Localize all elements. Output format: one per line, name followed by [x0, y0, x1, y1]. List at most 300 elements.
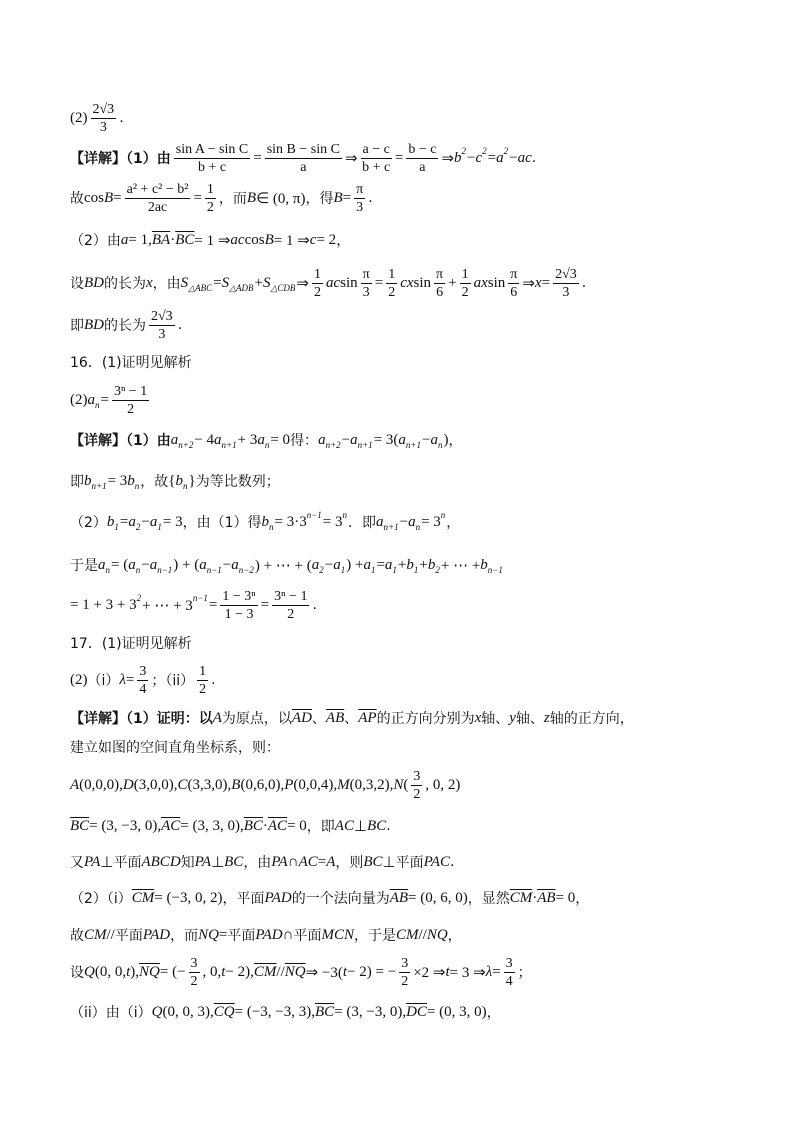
- fraction: [361, 266, 372, 301]
- math-run: t: [221, 963, 226, 980]
- math-run: a: [496, 149, 504, 166]
- math-run: ⊥: [211, 854, 225, 871]
- math-run: n: [269, 522, 274, 532]
- text-line: [70, 461, 280, 501]
- vector-label: $\overline{BA}$: [151, 231, 171, 248]
- math-run: 1: [413, 565, 419, 575]
- math-run: PAD: [142, 926, 171, 943]
- math-run: =: [100, 391, 109, 408]
- text-run: 建立如图的空间直角坐标系，则：: [70, 740, 280, 756]
- math-run: M: [337, 776, 350, 793]
- math-run: B: [231, 776, 241, 793]
- math-run: b: [84, 472, 92, 489]
- math-run: A: [326, 853, 336, 870]
- math-run: n+1: [357, 440, 373, 450]
- math-run: B: [104, 189, 114, 206]
- fraction-numerator: a² + c² − b²: [126, 181, 189, 197]
- math-run: a: [199, 556, 207, 573]
- text-run: ，: [448, 433, 463, 449]
- text-run: ，: [486, 1005, 501, 1021]
- math-run: B: [264, 231, 274, 248]
- text-line: [70, 765, 460, 805]
- math-run: ·: [532, 889, 538, 906]
- math-run: (2): [70, 391, 88, 408]
- math-run: ⊥: [100, 854, 114, 871]
- fraction-denominator: 3: [362, 284, 370, 300]
- math-run: 2: [482, 146, 487, 156]
- text-line: [70, 842, 454, 882]
- math-run: n−2: [238, 565, 254, 575]
- math-run: = 2: [316, 231, 337, 248]
- math-run: =: [193, 189, 202, 206]
- math-run: a: [128, 556, 136, 573]
- math-run: (: [403, 776, 409, 793]
- text-run: ，由: [243, 855, 272, 871]
- math-run: PA: [194, 853, 212, 870]
- fraction-numerator: 2√3: [151, 308, 173, 324]
- fraction-denominator: 6: [510, 284, 518, 300]
- math-run: n: [440, 510, 446, 520]
- fraction-denominator: 1 − 3: [224, 606, 254, 622]
- math-run: a: [231, 556, 239, 573]
- vector-label: $\overline{NQ}$: [139, 963, 160, 980]
- math-run: AC: [334, 817, 354, 834]
- fraction-denominator: b + c: [197, 159, 227, 175]
- math-run: PA: [271, 853, 288, 870]
- fraction: [312, 266, 323, 301]
- fraction-numerator: 3ⁿ − 1: [113, 383, 148, 399]
- math-run: cx: [400, 274, 414, 291]
- math-run: n: [437, 440, 443, 450]
- text-run: .: [450, 854, 455, 870]
- math-run: = 1 ⇒: [194, 232, 231, 249]
- text-line: [70, 420, 462, 460]
- fraction-denominator: 3: [356, 199, 364, 215]
- math-run: n+1: [383, 522, 399, 532]
- math-run: x: [474, 709, 482, 726]
- text-line: [70, 660, 216, 700]
- text-run: 16．(1)证明见解析: [70, 355, 192, 371]
- math-run: = (3, −3, 0),: [334, 1003, 407, 1020]
- text-run: 轴的正方向，: [549, 711, 634, 727]
- math-run: n−1: [487, 565, 503, 575]
- math-run: =: [260, 596, 270, 613]
- fraction-denominator: 2: [461, 284, 469, 300]
- text-line: [70, 380, 152, 420]
- text-run: ，: [575, 891, 590, 907]
- math-run: NQ: [426, 926, 448, 943]
- math-run: A: [212, 709, 222, 726]
- math-run: ·: [170, 231, 176, 248]
- math-run: =: [376, 556, 385, 573]
- math-run: 2: [435, 565, 440, 575]
- vector-label: $\overline{CM}$: [131, 889, 155, 906]
- vector-label: $\overline{CM}$: [253, 963, 277, 980]
- fraction-numerator: 3: [190, 955, 198, 971]
- math-run: = 0: [270, 431, 291, 448]
- math-run: ⊥: [353, 818, 368, 835]
- math-run: (2): [70, 109, 88, 126]
- fraction: [125, 181, 191, 216]
- math-run: = 0: [287, 817, 307, 834]
- text-line: [70, 623, 192, 663]
- text-run: 设: [70, 276, 84, 292]
- fraction-denominator: 2: [206, 199, 214, 215]
- math-run: a: [311, 556, 320, 573]
- math-run: b: [106, 513, 115, 530]
- math-run: n: [95, 400, 100, 410]
- fraction-numerator: π: [356, 181, 364, 197]
- math-run: (0,6,0),: [240, 776, 285, 793]
- fraction-numerator: 1 − 3ⁿ: [222, 588, 256, 604]
- math-run: 2: [461, 146, 467, 156]
- text-run: 设: [70, 965, 84, 981]
- text-run: 得：: [290, 433, 319, 449]
- text-run: .: [211, 672, 216, 688]
- math-run: 2: [135, 522, 141, 532]
- text-line: [70, 992, 501, 1032]
- text-run: 【详解】（1）证明：以: [70, 711, 213, 727]
- fraction-numerator: 1: [388, 266, 396, 282]
- text-run: 平面: [293, 928, 322, 944]
- fraction-numerator: π: [436, 266, 444, 282]
- text-run: （2）: [70, 515, 107, 531]
- math-run: = (0, 3, 0): [426, 1003, 487, 1020]
- fraction-numerator: sin A − sin C: [175, 141, 249, 157]
- fraction-numerator: 3ⁿ − 1: [274, 588, 308, 604]
- text-run: ，由（1）得: [182, 515, 262, 531]
- math-run: ABCD: [141, 853, 181, 870]
- text-run: 的一个法向量为: [291, 891, 390, 907]
- math-run: b: [175, 472, 183, 489]
- fraction-numerator: 1: [461, 266, 469, 282]
- math-run: a: [376, 513, 384, 530]
- text-line: [70, 878, 589, 918]
- math-run: n−1: [206, 565, 222, 575]
- math-run: ⇒ −3(: [305, 964, 343, 981]
- text-line: [70, 806, 391, 846]
- math-run: 1: [370, 565, 376, 575]
- fraction: [205, 181, 216, 216]
- text-run: ，: [446, 515, 461, 531]
- fraction-numerator: 3: [505, 955, 513, 971]
- text-run: .: [119, 110, 124, 126]
- math-run: =: [113, 189, 122, 206]
- math-run: n: [415, 522, 421, 532]
- text-run: 即: [70, 474, 84, 490]
- text-line: [70, 342, 192, 382]
- math-run: −: [141, 556, 150, 573]
- math-run: BC: [367, 817, 387, 834]
- text-line: [70, 952, 532, 992]
- fraction: [386, 266, 397, 301]
- text-run: 轴、: [515, 711, 544, 727]
- text-run: .: [531, 150, 537, 166]
- math-run: ∩: [287, 853, 299, 870]
- math-run: +: [397, 556, 407, 573]
- fraction-numerator: a − c: [362, 141, 390, 157]
- math-run: ∩: [282, 926, 294, 943]
- text-run: （i）: [87, 673, 120, 689]
- math-run: a: [363, 556, 371, 573]
- text-run: ，显然: [467, 891, 510, 907]
- math-run: ·: [262, 817, 268, 834]
- math-run: a: [384, 556, 393, 573]
- math-run: ax: [473, 274, 488, 291]
- math-run: a: [128, 513, 136, 530]
- fraction-denominator: 3: [562, 284, 570, 300]
- math-run: b: [427, 556, 436, 573]
- vector-label: $\overline{CQ}$: [213, 1003, 235, 1020]
- vector-label: $\overline{AD}$: [291, 709, 312, 726]
- math-run: //: [276, 963, 285, 980]
- math-run: b: [454, 149, 462, 166]
- math-run: = 3: [421, 513, 441, 530]
- vector-label: $\overline{AB}$: [325, 709, 345, 726]
- fraction-numerator: 2√3: [92, 101, 115, 117]
- math-run: = (: [111, 556, 129, 573]
- math-run: x: [146, 274, 153, 291]
- text-run: ，故: [140, 474, 169, 490]
- math-run: +: [254, 274, 263, 291]
- math-run: MCN: [321, 926, 354, 943]
- math-run: =: [208, 596, 218, 613]
- math-run: PAC: [423, 853, 451, 870]
- fraction-denominator: 2: [127, 401, 135, 417]
- math-run: −: [341, 431, 351, 448]
- text-run: 故: [70, 191, 84, 207]
- fraction-denominator: b + c: [362, 159, 391, 175]
- math-run: =: [487, 149, 497, 166]
- text-run: ，得: [305, 191, 334, 207]
- math-run: − 4: [194, 431, 215, 448]
- text-line: [70, 220, 350, 260]
- vector-label: $\overline{BC}$: [243, 817, 263, 834]
- math-run: =: [213, 274, 222, 291]
- math-run: = (3, 3, 0),: [180, 817, 244, 834]
- math-run: {: [168, 472, 176, 489]
- fraction: [189, 955, 200, 990]
- text-run: ，: [447, 928, 462, 944]
- fraction-numerator: 3: [401, 955, 409, 971]
- math-run: (3,3,0),: [187, 776, 232, 793]
- math-run: a: [257, 431, 265, 448]
- math-run: ac: [517, 149, 532, 166]
- math-run: =: [218, 926, 228, 943]
- math-run: = 3 ⇒: [449, 964, 486, 981]
- math-run: z: [543, 709, 550, 726]
- math-run: = 3(: [373, 431, 399, 448]
- math-run: a: [149, 556, 158, 573]
- math-run: (0, 0, 3),: [162, 1003, 214, 1020]
- math-run: //: [106, 926, 115, 943]
- fraction-numerator: sin B − sin C: [266, 141, 340, 157]
- math-run: ) + (: [173, 556, 200, 573]
- math-run: = 1,: [128, 231, 152, 248]
- text-line: [70, 98, 124, 138]
- math-run: PAD: [264, 889, 292, 906]
- math-run: −: [467, 149, 476, 166]
- math-run: =: [119, 513, 129, 530]
- fraction-denominator: 2: [401, 973, 409, 989]
- fraction: [220, 588, 257, 623]
- math-run: , 0, 2): [425, 776, 461, 793]
- fraction: [197, 663, 208, 698]
- math-run: = 1 + 3 + 3: [70, 596, 137, 613]
- fraction: [149, 308, 175, 343]
- math-run: + ⋯ + 3: [142, 597, 193, 614]
- math-run: N: [393, 776, 404, 793]
- math-run: a: [170, 431, 179, 448]
- text-run: .: [312, 597, 317, 613]
- math-run: 1: [157, 522, 162, 532]
- text-run: .: [386, 818, 391, 834]
- math-run: sin: [413, 274, 432, 291]
- vector-label: $\overline{BC}$: [70, 817, 90, 834]
- math-run: n: [342, 510, 348, 520]
- math-run: ) +: [346, 556, 364, 573]
- math-run: B: [333, 189, 343, 206]
- fraction-numerator: π: [362, 266, 370, 282]
- math-run: BC: [363, 853, 383, 870]
- text-run: 故: [70, 928, 84, 944]
- math-run: a: [149, 513, 158, 530]
- math-run: = 3·3: [274, 513, 307, 530]
- math-run: CM: [84, 926, 107, 943]
- math-run: n: [105, 565, 110, 575]
- math-run: a: [333, 556, 341, 573]
- math-run: S: [262, 274, 271, 291]
- text-run: 为原点，以: [221, 711, 292, 727]
- text-run: （ii）由（i）: [70, 1005, 152, 1021]
- fraction: [272, 588, 309, 623]
- fraction: [508, 266, 519, 301]
- vector-label: $\overline{AC}$: [161, 817, 181, 834]
- math-run: n+1: [221, 440, 237, 450]
- text-run: ，而: [218, 191, 247, 207]
- fraction-denominator: 2: [388, 284, 396, 300]
- math-run: B: [246, 189, 257, 206]
- math-run: (0,0,0),: [79, 776, 123, 793]
- text-run: 的长为: [104, 318, 146, 334]
- math-run: ⇒: [441, 150, 455, 167]
- text-run: （2）（i）: [70, 891, 132, 907]
- fraction-numerator: 3: [413, 768, 421, 784]
- math-run: = (3, −3, 0),: [89, 817, 162, 834]
- math-run: BD: [84, 316, 104, 333]
- math-run: b: [406, 556, 414, 573]
- fraction-denominator: 3: [158, 326, 166, 342]
- text-run: ．即: [348, 515, 377, 531]
- math-run: ⊥: [382, 854, 396, 871]
- math-run: =: [317, 853, 327, 870]
- math-run: D: [122, 776, 134, 793]
- math-run: c: [309, 231, 317, 248]
- math-run: x: [534, 274, 542, 291]
- math-run: ac: [230, 231, 245, 248]
- math-run: n−1: [157, 565, 173, 575]
- math-run: n+2: [178, 440, 194, 450]
- vector-label: $\overline{AC}$: [267, 817, 288, 834]
- text-run: ，于是: [353, 928, 396, 944]
- fraction-denominator: 6: [436, 284, 444, 300]
- text-line: [70, 915, 462, 955]
- math-run: −: [324, 556, 334, 573]
- math-run: ): [443, 431, 449, 448]
- vector-label: $\overline{NQ}$: [284, 963, 306, 980]
- math-run: PA: [84, 853, 101, 870]
- math-run: ⇒: [344, 150, 358, 167]
- text-run: 17．(1)证明见解析: [70, 636, 192, 652]
- math-run: AC: [298, 853, 318, 870]
- math-run: = (−3, −3, 3),: [234, 1003, 315, 1020]
- text-run: 的长为: [104, 276, 146, 292]
- math-run: n: [264, 440, 270, 450]
- math-run: λ: [119, 671, 126, 688]
- text-run: 、: [311, 711, 326, 727]
- math-run: + ⋯ +: [440, 557, 481, 574]
- text-run: .: [581, 275, 587, 291]
- text-run: ；: [517, 965, 532, 981]
- text-run: ，而: [170, 928, 199, 944]
- math-run: ×2 ⇒: [413, 964, 446, 981]
- math-run: n−1: [306, 510, 322, 520]
- text-run: 【详解】（1）由: [70, 151, 171, 167]
- math-run: n: [134, 481, 140, 491]
- text-run: 、: [344, 711, 359, 727]
- math-run: a: [318, 431, 326, 448]
- text-run: ，: [336, 233, 351, 249]
- text-line: [70, 138, 536, 178]
- math-run: =: [541, 274, 551, 291]
- math-run: ) + ⋯ + (: [254, 557, 312, 574]
- math-run: y: [509, 709, 516, 726]
- text-run: .: [368, 190, 373, 206]
- fraction-denominator: 4: [505, 973, 513, 989]
- fraction-numerator: π: [510, 266, 518, 282]
- math-run: n+1: [91, 481, 107, 491]
- math-run: }: [188, 472, 196, 489]
- text-line: [70, 178, 373, 218]
- math-run: △ABC: [188, 282, 213, 293]
- math-run: n−1: [192, 593, 208, 603]
- math-run: −: [509, 149, 518, 166]
- math-run: n+1: [405, 440, 421, 450]
- math-run: n+2: [325, 440, 341, 450]
- math-run: 2: [503, 146, 509, 156]
- math-run: =: [492, 963, 501, 980]
- math-run: n: [135, 565, 141, 575]
- math-run: ⇒: [522, 275, 535, 292]
- text-line: [70, 585, 317, 625]
- math-run: C: [177, 776, 188, 793]
- fraction-numerator: 2√3: [555, 266, 577, 282]
- fraction: [399, 955, 410, 990]
- math-run: =: [342, 189, 352, 206]
- math-run: n: [183, 481, 188, 491]
- text-line: [70, 263, 586, 303]
- math-run: −: [141, 513, 150, 530]
- math-run: b: [127, 472, 135, 489]
- math-run: =: [125, 671, 135, 688]
- fraction: [406, 141, 438, 176]
- text-run: 平面: [227, 928, 256, 944]
- math-run: − 2) = −: [347, 963, 397, 980]
- math-run: , 0,: [202, 963, 222, 980]
- text-run: 平面: [395, 855, 424, 871]
- text-run: 平面: [114, 928, 143, 944]
- vector-label: $\overline{BC}$: [314, 1003, 335, 1020]
